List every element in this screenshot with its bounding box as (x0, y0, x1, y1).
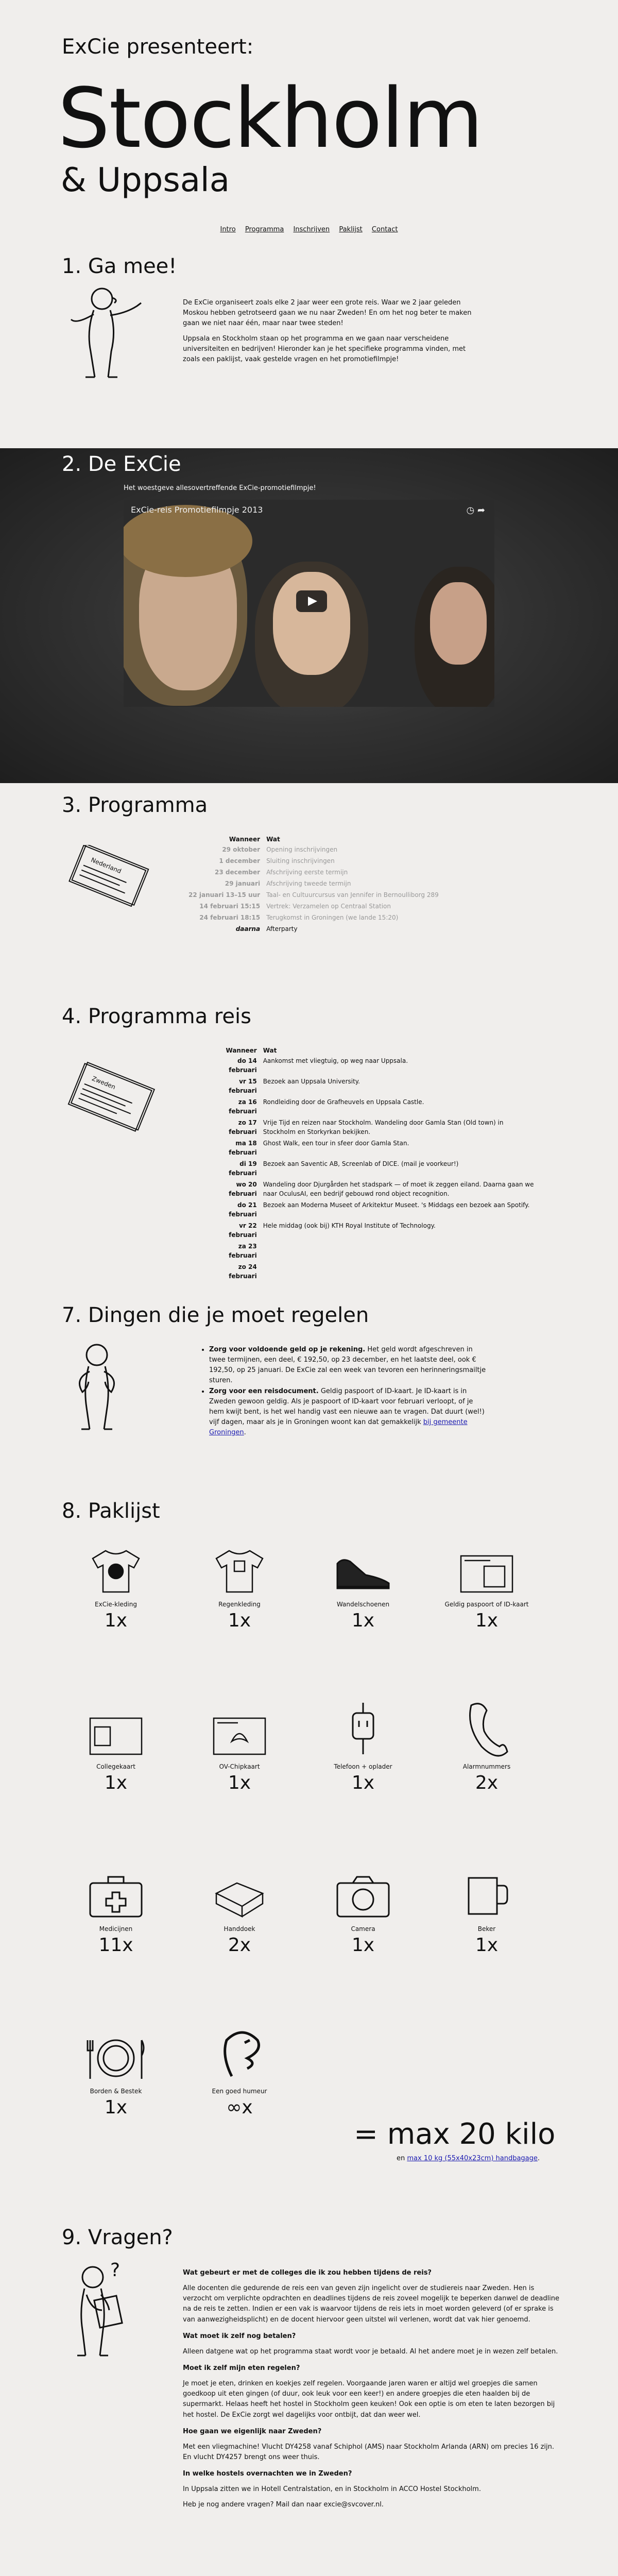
row-date: do 21 februari (229, 1201, 257, 1218)
packing-item (196, 1538, 283, 1631)
section-regelen (0, 1293, 618, 1489)
svg-text:Nederland: Nederland (90, 856, 123, 875)
row-date: 14 februari 15:15 (199, 903, 261, 910)
table-row (211, 1076, 541, 1096)
packing-item-count: 2x (475, 1772, 499, 1793)
row-date: 1 december (219, 857, 261, 865)
packing-item-count: 1x (228, 1772, 251, 1793)
table-row (185, 901, 442, 912)
section-heading: 7. Dingen die je moet regelen (62, 1303, 369, 1327)
list-item: • Zorg voor een reisdocument. Geldig paspoort of ID-kaart. Je ID-kaart is in Zweden gewoon geldig. Als je paspoort of ID-kaart voor februari verloopt, of je hem kwijt bent, is het wel handig vast een nieuwe aan te vragen. Dat duurt (wel!) vijf dagen, maar als je in Groningen woont kan dat gemakkelijk bij gemeente Groningen. (209, 1386, 489, 1438)
row-activity: Bezoek aan Saventic AB, Screenlab of DICE. (mail je voorkeur!) (263, 1160, 459, 1167)
table-row (211, 1220, 541, 1241)
row-activity (260, 1241, 541, 1261)
packing-item-label: OV-Chipkaart (219, 1763, 260, 1770)
row-activity: Afterparty (266, 925, 298, 933)
table-row (185, 855, 442, 867)
section-heading: 1. Ga mee! (62, 255, 177, 278)
col-header: Wat (263, 1047, 277, 1054)
packing-item-count: 1x (228, 1610, 251, 1631)
table-row (211, 1179, 541, 1199)
table-row (185, 878, 442, 889)
max-weight-note: en max 10 kg (55x40x23cm) handbagage. (397, 2155, 540, 2162)
packing-item-count: 2x (228, 1935, 251, 1956)
page-title: Stockholm (58, 70, 483, 166)
row-activity: Opening inschrijvingen (266, 846, 338, 853)
row-date: 23 december (215, 869, 261, 876)
packing-item-count: 1x (351, 1772, 375, 1793)
row-date: 22 januari 13–15 uur (188, 891, 261, 899)
col-header: Wanneer (226, 1047, 257, 1054)
row-date: daarna (235, 925, 261, 933)
pointing-man-icon (62, 283, 144, 383)
section-heading: 3. Programma (62, 793, 208, 817)
table-row (211, 1055, 541, 1076)
packing-item-label: Geldig paspoort of ID-kaart (444, 1601, 529, 1608)
section-intro (0, 242, 618, 448)
nav-programma[interactable]: Programma (245, 226, 284, 233)
id-card-icon (443, 1538, 530, 1595)
happy-face-icon (196, 2025, 283, 2081)
packing-item-label: Beker (477, 1925, 496, 1933)
row-activity: Vertrek: Verzamelen op Centraal Station (266, 903, 391, 910)
packing-item (72, 2025, 160, 2118)
packing-item-count: 1x (104, 1610, 128, 1631)
row-date: do 14 februari (229, 1057, 257, 1074)
faq-list (183, 2262, 561, 2511)
faq-question: In welke hostels overnachten we in Zweden? (183, 2470, 352, 2478)
row-activity: Afschrijving eerste termijn (266, 869, 348, 876)
handbagage-link[interactable]: max 10 kg (55x40x23cm) handbagage (407, 2155, 538, 2162)
raincoat-icon (196, 1538, 283, 1595)
video-title: ExCie-reis Promotiefilmpje 2013 (131, 505, 263, 515)
faq-question: Hoe gaan we eigenlijk naar Zweden? (183, 2427, 322, 2435)
packing-item-label: Medicijnen (99, 1925, 133, 1933)
row-date: 29 januari (225, 880, 261, 887)
row-activity (260, 1261, 541, 1282)
nav-paklijst[interactable]: Paklijst (339, 226, 363, 233)
main-nav (0, 226, 618, 233)
section-heading: 9. Vragen? (62, 2226, 173, 2249)
packing-item-count: 1x (104, 1772, 128, 1793)
row-activity: Wandeling door Djurgården het stadspark — of moet ik zeggen eiland. Daarna gaan we naar OculusAI, een bedrijf gebouwd rond object recognition. (263, 1181, 534, 1197)
section-paklijst (0, 1489, 618, 2215)
packing-item-count: ∞x (226, 2097, 253, 2118)
table-row (211, 1096, 541, 1117)
packing-item-count: 1x (475, 1610, 499, 1631)
packing-item-label: Een goed humeur (212, 2088, 267, 2095)
col-header: Wanneer (229, 836, 261, 843)
packing-item-label: Handdoek (224, 1925, 255, 1933)
nav-inschrijven[interactable]: Inschrijven (293, 226, 330, 233)
row-date: zo 17 februari (229, 1119, 257, 1136)
section-heading: 8. Paklijst (62, 1499, 160, 1523)
row-activity: Terugkomst in Groningen (we lande 15:20) (266, 914, 399, 921)
packing-item-label: Telefoon + oplader (334, 1763, 392, 1770)
col-header: Wat (266, 836, 280, 843)
row-activity: Taal- en Cultuurcursus van Jennifer in Bernoulliborg 289 (266, 891, 439, 899)
gemeente-link[interactable]: bij gemeente Groningen (209, 1418, 468, 1437)
row-date: za 16 februari (229, 1098, 257, 1115)
row-activity: Ghost Walk, een tour in sfeer door Gamla Stan. (263, 1140, 409, 1147)
ov-chipkaart-icon (196, 1700, 283, 1757)
packing-item (72, 1700, 160, 1793)
table-row (185, 867, 442, 878)
packing-item-label: Wandelschoenen (336, 1601, 390, 1608)
row-date: vr 15 februari (229, 1078, 257, 1094)
packing-item-count: 1x (351, 1935, 375, 1956)
list-item: • Zorg voor voldoende geld op je rekening. Het geld wordt afgeschreven in twee termijnen, een deel, € 192,50, op 23 december, en het laatste deel, ook € 192,50, op 25 januari. De ExCie zal een week van tevoren een herinneringsmailtje sturen. (209, 1345, 489, 1386)
thinking-man-icon (61, 1340, 133, 1434)
max-weight: = max 20 kilo (354, 2117, 556, 2151)
play-icon[interactable] (296, 590, 327, 612)
packing-item-label: ExCie-kleding (95, 1601, 137, 1608)
section-reis (0, 994, 618, 1293)
svg-text:Zweden: Zweden (91, 1075, 117, 1091)
table-row (211, 1241, 541, 1261)
row-activity: Sluiting inschrijvingen (266, 857, 335, 865)
row-date: wo 20 februari (229, 1181, 257, 1197)
packing-item-count: 1x (104, 2097, 128, 2118)
packing-item (72, 1538, 160, 1631)
row-date: vr 22 februari (229, 1222, 257, 1239)
row-date: 29 oktober (222, 846, 261, 853)
section-excie (0, 448, 618, 783)
svg-text:?: ? (110, 2262, 121, 2281)
section-heading: 4. Programma reis (62, 1005, 251, 1028)
tshirt-excie-icon (72, 1538, 160, 1595)
row-activity: Bezoek aan Moderna Museet of Arkitektur Museet. 's Middags een bezoek aan Spotify. (263, 1201, 530, 1209)
row-activity: Vrije Tijd en reizen naar Stockholm. Wandeling door Gamla Stan (Old town) in Stockholm en Storkyrkan bekijken. (263, 1119, 504, 1136)
row-activity: Rondleiding door de Grafheuvels en Uppsala Castle. (263, 1098, 424, 1106)
packing-item (443, 1700, 530, 1793)
packing-item-label: Alarmnummers (462, 1763, 511, 1770)
packing-item-label: Collegekaart (96, 1763, 135, 1770)
row-activity: Aankomst met vliegtuig, op weg naar Uppsala. (263, 1057, 408, 1064)
row-date: 24 februari 18:15 (199, 914, 261, 921)
excie-lead: Het woestgeve allesovertreffende ExCie-promotiefilmpje! (124, 484, 316, 492)
packing-item (196, 1700, 283, 1793)
section-vragen (0, 2215, 618, 2576)
reading-man-icon (61, 2262, 138, 2362)
faq-answer: Met een vliegmachine! Vlucht DY4258 vanaf Schiphol (AMS) naar Stockholm Arlanda (ARN) om precies 16 zijn. En vlucht DY4257 brengt ons weer thuis. (183, 2443, 555, 2461)
packing-item-label: Borden & Bestek (90, 2088, 142, 2095)
packing-item-count: 11x (98, 1935, 133, 1956)
promo-video[interactable] (124, 500, 494, 707)
packing-item-label: Camera (351, 1925, 375, 1933)
table-row (211, 1158, 541, 1179)
table-row (185, 844, 442, 855)
faq-answer: Alleen datgene wat op het programma staat wordt voor je betaald. Al het andere moet je in wezen zelf betalen. (183, 2347, 558, 2355)
faq-question: Wat moet ik zelf nog betalen? (183, 2332, 296, 2340)
intro-paragraph-2: Uppsala en Stockholm staan op het programma en we gaan naar verscheidene universiteiten en bedrijven! Hieronder kan je het specifieke programma vinden, met zoals een paklijst, vaak gestelde vragen en het promotiefilmpje! (183, 335, 466, 364)
faq-answer: Je moet je eten, drinken en koekjes zelf regelen. Voorgaande jaren waren er altijd wel groepjes die samen goedkoop uit eten gingen (of duur, ook leuk voor een keer!) en andere groepjes die eten haalden bij de supermarkt. Helaas heeft het hostel in Stockholm geen keuken! Ook een optie is om eten te laten bezorgen bij het hostel. De ExCie zorgt wel dagelijks voor ontbijt, dat dan weer wel. (183, 2380, 555, 2419)
camera-icon (319, 1862, 407, 1919)
packing-item (443, 1862, 530, 1956)
packing-item (196, 2025, 283, 2118)
row-activity: Bezoek aan Uppsala University. (263, 1078, 360, 1085)
plate-cutlery-icon (72, 2025, 160, 2081)
table-row (185, 923, 442, 935)
row-date: zo 24 februari (229, 1263, 257, 1280)
table-row (185, 889, 442, 901)
towel-icon (196, 1862, 283, 1919)
video-share-icon[interactable]: ◷ ➦ (466, 505, 485, 516)
reis-table (211, 1046, 541, 1282)
packing-item (319, 1862, 407, 1956)
packing-item (319, 1538, 407, 1631)
nav-contact[interactable]: Contact (371, 226, 398, 233)
row-date: di 19 februari (229, 1160, 257, 1177)
faq-answer: Heb je nog andere vragen? Mail dan naar excie@svcover.nl. (183, 2501, 384, 2509)
presents-text: ExCie presenteert: (62, 35, 254, 59)
faq-answer: In Uppsala zitten we in Hotell Centralstation, en in Stockholm in ACCO Hostel Stockholm. (183, 2485, 481, 2494)
ticket-icon (61, 1061, 164, 1136)
shoe-icon (319, 1538, 407, 1595)
section-programma (0, 783, 618, 994)
promo-video-link[interactable]: ExCie-promotiefilmpje (239, 484, 314, 492)
faq-question: Moet ik zelf mijn eten regelen? (183, 2364, 300, 2372)
hero (0, 0, 618, 242)
table-row (211, 1138, 541, 1158)
nav-intro[interactable]: Intro (220, 226, 236, 233)
packing-item (72, 1862, 160, 1956)
table-row (211, 1117, 541, 1138)
mug-icon (443, 1862, 530, 1919)
todo-list (201, 1345, 489, 1438)
table-row (211, 1261, 541, 1282)
section-heading: 2. De ExCie (62, 452, 181, 476)
packing-item-count: 1x (475, 1935, 499, 1956)
packing-item-count: 1x (351, 1610, 375, 1631)
packing-item (443, 1538, 530, 1631)
phone-icon (443, 1700, 530, 1757)
packing-item (319, 1700, 407, 1793)
table-row (211, 1199, 541, 1220)
faq-question: Wat gebeurt er met de colleges die ik zou hebben tijdens de reis? (183, 2269, 432, 2277)
row-date: ma 18 februari (229, 1140, 257, 1156)
packing-item-label: Regenkleding (218, 1601, 261, 1608)
ticket-icon (61, 845, 159, 909)
row-date: za 23 februari (229, 1243, 257, 1259)
programma-table (185, 835, 442, 935)
table-row (185, 912, 442, 923)
intro-paragraph-1: De ExCie organiseert zoals elke 2 jaar weer een grote reis. Waar we 2 jaar geleden Moskou hebben getrotseerd gaan we nu naar Zweden! En om het nog beter te maken gaan we niet naar één, maar naar twee steden! (183, 299, 472, 328)
phone-charger-icon (319, 1700, 407, 1757)
page-subtitle: & Uppsala (61, 161, 230, 199)
row-activity: Hele middag (ook bij) KTH Royal Institute of Technology. (263, 1222, 436, 1229)
student-card-icon (72, 1700, 160, 1757)
faq-answer: Alle docenten die gedurende de reis een van geven zijn ingelicht over de studiereis naar Zweden. Hen is verzocht om verplichte opdrachten en deadlines tijdens de reis zoveel mogelijk te beperken danwel de deadline na de reis te zetten. Indien er een vak is waarvoor tijdens de reis iets in moet worden geleverd (of er sprake is van aanwezigheidsplicht) en de docent hiervoor geen uitstel wil verlenen, wordt dat vak hier genoemd. (183, 2284, 560, 2324)
row-activity: Afschrijving tweede termijn (266, 880, 351, 887)
packing-item (196, 1862, 283, 1956)
medkit-icon (72, 1862, 160, 1919)
